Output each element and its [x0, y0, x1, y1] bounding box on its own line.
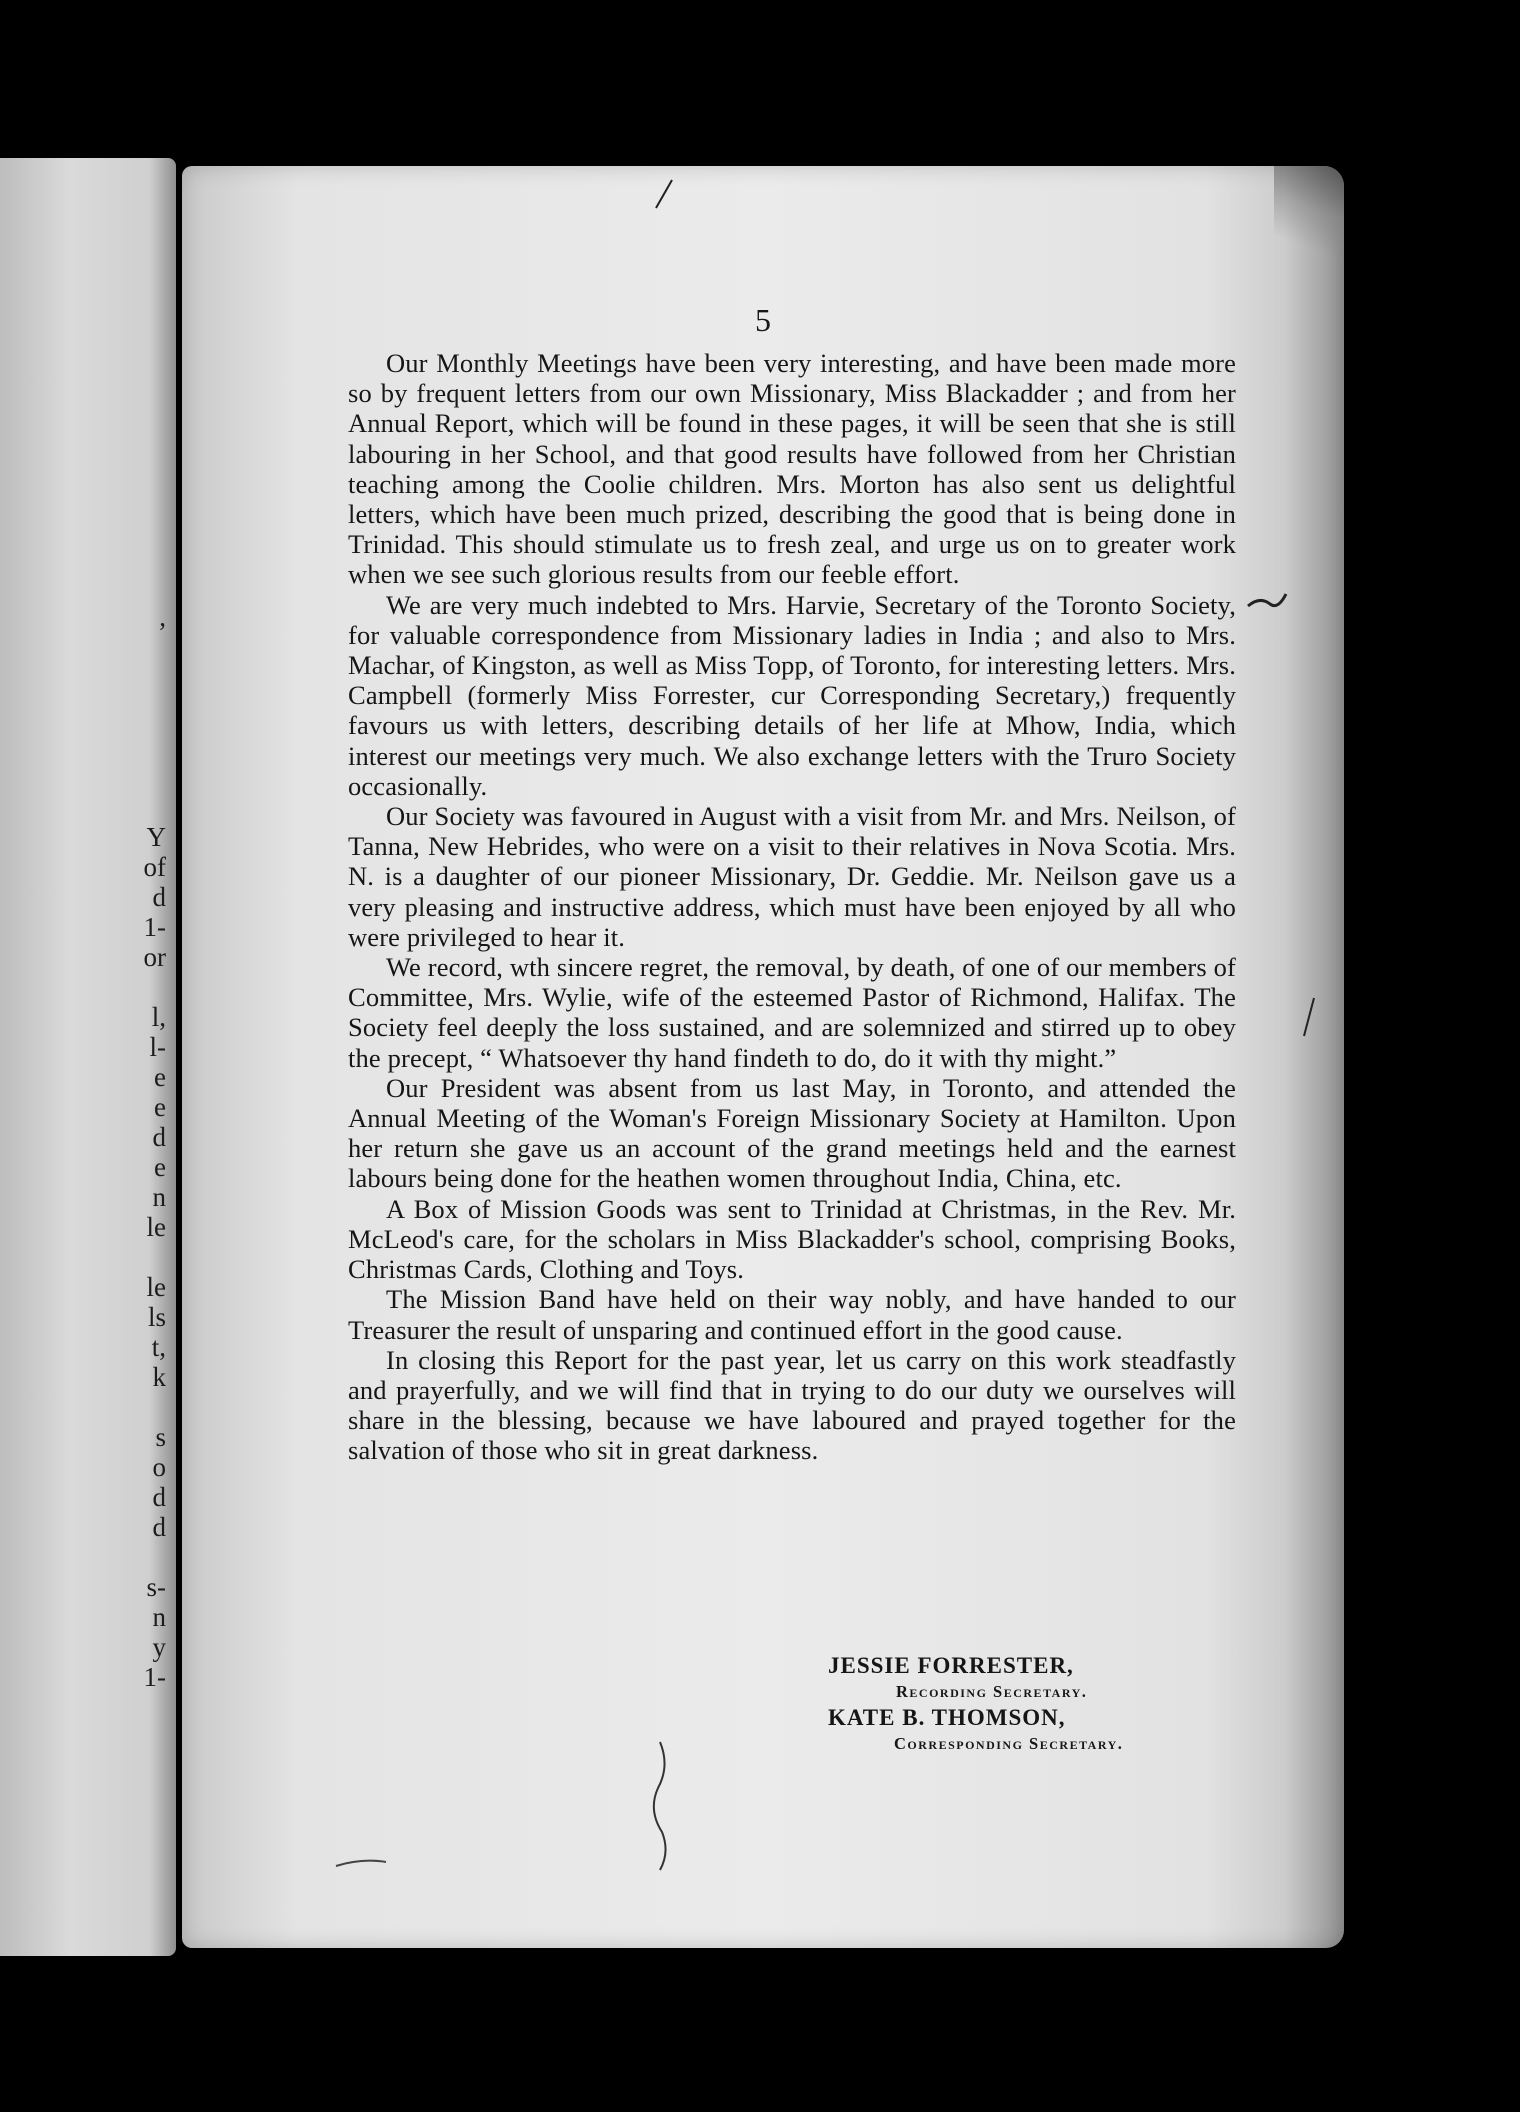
pencil-squiggle-mark	[640, 1736, 680, 1876]
page-edge-shadow	[1284, 166, 1344, 1948]
left-fragment: d	[152, 1482, 166, 1512]
corresponding-secretary-name: KATE B. THOMSON,	[828, 1705, 1066, 1730]
left-fragment: d	[152, 1512, 166, 1542]
left-fragment: d	[152, 1122, 166, 1152]
paragraph-obituary: We record, wth sincere regret, the removal, by death, of one of our members of Committee, Mrs. Wylie, wife of the esteemed Pastor of Richmond, Halifax. The Society feel deeply the loss sustained, and are solemnized and stirred up to obey the precept, “ Whatsoever thy hand findeth to do, do it with thy might.”	[348, 952, 1236, 1073]
left-fragment: or	[143, 942, 166, 972]
stray-pen-mark	[332, 1846, 392, 1876]
paragraph-closing: In closing this Report for the past year, let us carry on this work steadfastly and prayerfully, and we will find that in trying to do our duty we ourselves will share in the blessing, because we have laboured and prayed together for the salvation of those who sit in great darkness.	[348, 1344, 1236, 1466]
left-fragment: n	[152, 1182, 166, 1212]
recording-secretary-name: JESSIE FORRESTER,	[828, 1653, 1074, 1678]
left-fragment: ,	[159, 602, 166, 632]
left-fragment: ls	[147, 1302, 166, 1332]
report-body-text	[348, 348, 1236, 1466]
stray-pen-mark	[1294, 992, 1324, 1042]
left-fragment: s-	[146, 1572, 166, 1602]
left-fragment: e	[154, 1092, 166, 1122]
document-page	[182, 166, 1344, 1948]
left-page-text-fragments	[110, 158, 170, 1956]
paragraph-president: Our President was absent from us last May, in Toronto, and attended the Annual Meeting of the Woman's Foreign Missionary Society at Hamilton. Upon her return she gave us an account of the grand meetings held and the earnest labours being done for the heathen women throughout India, China, etc.	[348, 1072, 1236, 1194]
paragraph-mission-box: A Box of Mission Goods was sent to Trinidad at Christmas, in the Rev. Mr. McLeod's care, for the scholars in Miss Blackadder's school, comprising Books, Christmas Cards, Clothing and Toys.	[348, 1193, 1236, 1285]
paragraph-mission-band: The Mission Band have held on their way nobly, and have handed to our Treasurer the result of unsparing and continued effort in the good cause.	[348, 1284, 1236, 1345]
paragraph-neilson-visit: Our Society was favoured in August with a visit from Mr. and Mrs. Neilson, of Tanna, New Hebrides, who were on a visit to their relatives in Nova Scotia. Mrs. N. is a daughter of our pioneer Missionary, Dr. Geddie. Mr. Neilson gave us a very pleasing and instructive address, which must have been enjoyed by all who were privileged to hear it.	[348, 801, 1236, 952]
left-fragment: o	[152, 1452, 166, 1482]
left-fragment: e	[154, 1062, 166, 1092]
left-fragment: of	[143, 852, 166, 882]
left-fragment: Y	[146, 822, 166, 852]
left-fragment: 1-	[143, 1662, 166, 1692]
paragraph-toronto-society: We are very much indebted to Mrs. Harvie, Secretary of the Toronto Society, for valuable correspondence from Missionary ladies in India ; and also to Mrs. Machar, of Kingston, as well as Miss Topp, of Toronto, for interesting letters. Mrs. Campbell (formerly Miss Forrester, cur Corresponding Secretary,) frequently favours us with letters, describing details of her life at Mhow, India, which interest our meetings very much. We also exchange letters with the Truro Society occasionally.	[348, 589, 1236, 801]
left-fragment: y	[152, 1632, 166, 1662]
left-fragment: d	[152, 882, 166, 912]
recording-secretary-title: Recording Secretary.	[896, 1682, 1088, 1701]
left-page-edge	[0, 158, 176, 1956]
signature-block	[828, 1652, 1268, 1756]
left-fragment: t,	[151, 1332, 166, 1362]
paragraph-monthly-meetings: Our Monthly Meetings have been very interesting, and have been made more so by frequent letters from our own Missionary, Miss Blackadder ; and from her Annual Report, which will be found in these pages, it will be seen that she is still labouring in her School, and that good results have followed from her Christian teaching among the Coolie children. Mrs. Morton has also sent us delightful letters, which have been much prized, describing the good that is being done in Trinidad. This should stimulate us to fresh zeal, and urge us on to greater work when we see such glorious results from our feeble effort.	[348, 348, 1236, 590]
margin-pen-mark	[1242, 582, 1292, 622]
corresponding-secretary-title: Corresponding Secretary.	[894, 1734, 1124, 1753]
left-fragment: le	[146, 1212, 166, 1242]
left-fragment: le	[146, 1272, 166, 1302]
left-fragment: e	[154, 1152, 166, 1182]
left-fragment: n	[152, 1602, 166, 1632]
left-fragment: s	[155, 1422, 166, 1452]
stray-pen-mark	[642, 174, 682, 214]
left-fragment: k	[152, 1362, 166, 1392]
page-number: 5	[755, 302, 771, 338]
left-fragment: 1-	[143, 912, 166, 942]
left-fragment: l-	[149, 1032, 166, 1062]
left-fragment: l,	[151, 1002, 166, 1032]
